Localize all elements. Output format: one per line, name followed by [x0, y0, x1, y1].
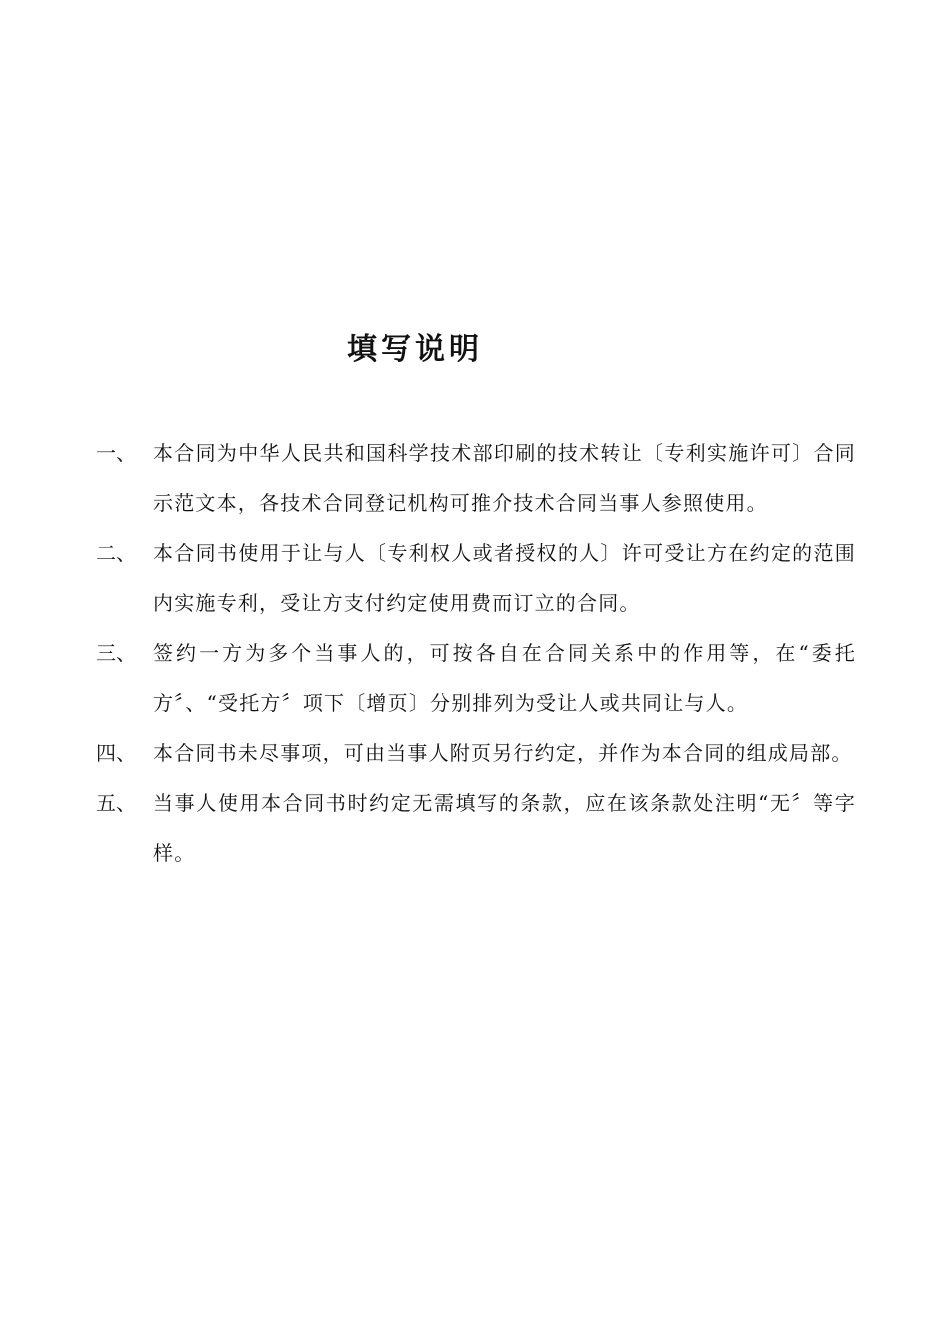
list-item: [96, 778, 856, 878]
item-text: 签约一方为多个当事人的，可按各自在合同关系中的作用等，在“委托方〞、“受托方〞项下〔增页〕分别排列为受让人或共同让与人。: [153, 641, 856, 715]
item-number: 一、: [96, 441, 136, 465]
item-text: 当事人使用本合同书时约定无需填写的条款，应在该条款处注明“无〞等字样。: [153, 791, 856, 865]
list-item: [96, 728, 856, 778]
list-item: [96, 428, 856, 528]
item-text: 本合同书使用于让与人〔专利权人或者授权的人〕许可受让方在约定的范围内实施专利，受让方支付约定使用费而订立的合同。: [153, 541, 856, 615]
list-item: [96, 628, 856, 728]
list-item: [96, 528, 856, 628]
item-number: 五、: [96, 791, 136, 815]
instruction-list: [96, 428, 856, 878]
item-text: 本合同为中华人民共和国科学技术部印刷的技术转让〔专利实施许可〕合同示范文本，各技术合同登记机构可推介技术合同当事人参照使用。: [153, 441, 856, 515]
item-number: 四、: [96, 741, 136, 765]
item-number: 二、: [96, 541, 136, 565]
page-title: 填写说明: [347, 332, 483, 367]
item-number: 三、: [96, 641, 136, 665]
item-text: 本合同书未尽事项，可由当事人附页另行约定，并作为本合同的组成局部。: [153, 741, 853, 765]
